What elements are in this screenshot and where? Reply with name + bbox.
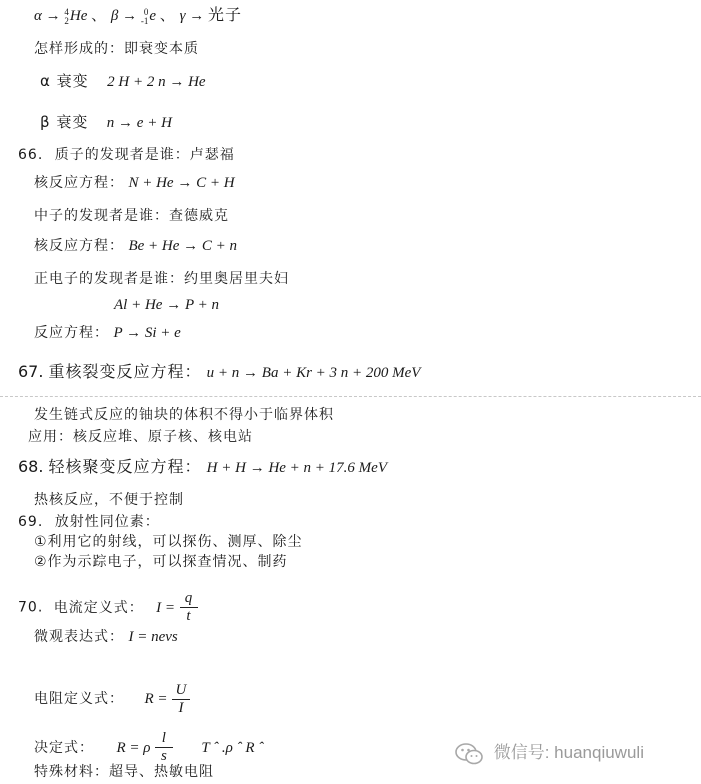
chain-reaction: 发生链式反应的铀块的体积不得小于临界体积: [34, 407, 334, 423]
decisive-label: 决定式：: [34, 739, 94, 756]
fission-title: 重核裂变反应方程：: [48, 362, 202, 381]
fusion-title: 轻核聚变反应方程：: [48, 457, 202, 476]
positron-discoverer: 正电子的发现者是谁：约里奥居里夫妇: [34, 271, 289, 287]
current-lhs: I =: [156, 599, 176, 616]
resistance-definition-line: [34, 672, 190, 717]
current-definition-label: 电流定义式：: [53, 599, 144, 616]
beta-symbol: e: [149, 8, 157, 24]
isotope-title: 放射性同位素：: [54, 514, 160, 530]
beta-nuclide-index: [141, 8, 149, 26]
item-70: [18, 590, 198, 625]
alpha-symbol: He: [69, 8, 88, 24]
section-divider: [0, 396, 701, 397]
separator: 、: [91, 6, 108, 24]
watermark-text: 微信号: huanqiuwuli: [493, 743, 644, 762]
item-number: 70.: [18, 599, 44, 616]
beta-decay-line: [40, 113, 172, 132]
beta-decay-equation: n → e + H: [106, 115, 172, 131]
proton-equation-line: [34, 174, 235, 192]
alpha-decay-line: [40, 72, 206, 91]
isotope-use-1: ①利用它的射线，可以探伤、测厚、除尘: [34, 534, 303, 550]
current-fraction: [180, 590, 198, 625]
decisive-formula-line: [34, 730, 263, 765]
separator: 、: [159, 6, 176, 24]
item-number: 69.: [18, 514, 44, 530]
gamma-arrow: γ →: [179, 8, 205, 24]
positron-equation-2: P → Si + e: [113, 325, 181, 341]
equation-label: 核反应方程：: [34, 175, 124, 191]
micro-equation: I = nevs: [128, 629, 178, 645]
fraction-numerator: q: [184, 590, 193, 606]
proton-discoverer: 质子的发现者是谁：卢瑟福: [54, 147, 235, 163]
special-materials: 特殊材料：超导、热敏电阻: [34, 764, 214, 780]
alpha-beta-gamma-line: [34, 6, 242, 26]
alpha-decay-label: α 衰变: [40, 72, 89, 90]
positron-equation-1: Al + He → P + n: [114, 297, 219, 313]
applications: 应用：核反应堆、原子核、核电站: [28, 429, 253, 445]
micro-label: 微观表达式：: [34, 629, 124, 645]
alpha-decay-equation: 2 H + 2 n → He: [107, 74, 206, 90]
item-69: [18, 513, 160, 531]
decisive-fraction: [155, 730, 173, 765]
neutron-discoverer: 中子的发现者是谁：查德威克: [34, 208, 229, 224]
beta-arrow: β →: [110, 8, 138, 24]
resistance-label: 电阻定义式：: [34, 691, 124, 707]
alpha-arrow: α →: [34, 8, 61, 24]
positron-equation-line: [34, 324, 181, 342]
beta-mass: 0: [143, 6, 149, 17]
item-number: 68.: [18, 457, 44, 476]
fusion-equation: H + H → He + n + 17.6 MeV: [206, 460, 387, 476]
proton-equation: N + He → C + H: [128, 175, 235, 191]
decisive-extra: T ˆ .ρ ˆ R ˆ: [201, 739, 264, 756]
resistance-fraction: [172, 682, 190, 717]
wechat-watermark: [455, 738, 644, 765]
beta-charge: -1: [140, 15, 149, 26]
isotope-use-2: ②作为示踪电子，可以探查情况、制药: [34, 554, 288, 570]
decay-essence: 怎样形成的：即衰变本质: [34, 41, 199, 57]
item-66: [18, 146, 235, 164]
neutron-equation: Be + He → C + n: [128, 238, 238, 254]
item-number: 67.: [18, 362, 44, 381]
fission-equation: u + n → Ba + Kr + 3 n + 200 MeV: [206, 365, 421, 381]
fraction-denominator: s: [160, 748, 167, 764]
item-68: [18, 458, 387, 477]
micro-expression-line: [34, 628, 178, 646]
wechat-icon: [455, 743, 483, 765]
equation-label: 反应方程：: [34, 325, 109, 341]
fraction-denominator: t: [186, 608, 191, 624]
gamma-photon: 光子: [207, 5, 242, 24]
fraction-numerator: U: [175, 681, 187, 698]
item-67: [18, 363, 420, 382]
beta-decay-label: β 衰变: [40, 113, 89, 131]
fraction-numerator: l: [161, 730, 166, 746]
item-number: 66.: [18, 147, 44, 163]
fraction-denominator: I: [178, 699, 184, 716]
resistance-lhs: R =: [144, 691, 168, 707]
decisive-lhs: R = ρ: [116, 739, 151, 756]
alpha-charge: 2: [64, 15, 69, 26]
alpha-nuclide-index: [64, 8, 69, 26]
neutron-equation-line: [34, 237, 237, 255]
alpha-mass: 4: [64, 6, 69, 17]
thermonuclear: 热核反应，不便于控制: [34, 492, 184, 508]
equation-label: 核反应方程：: [34, 238, 124, 254]
